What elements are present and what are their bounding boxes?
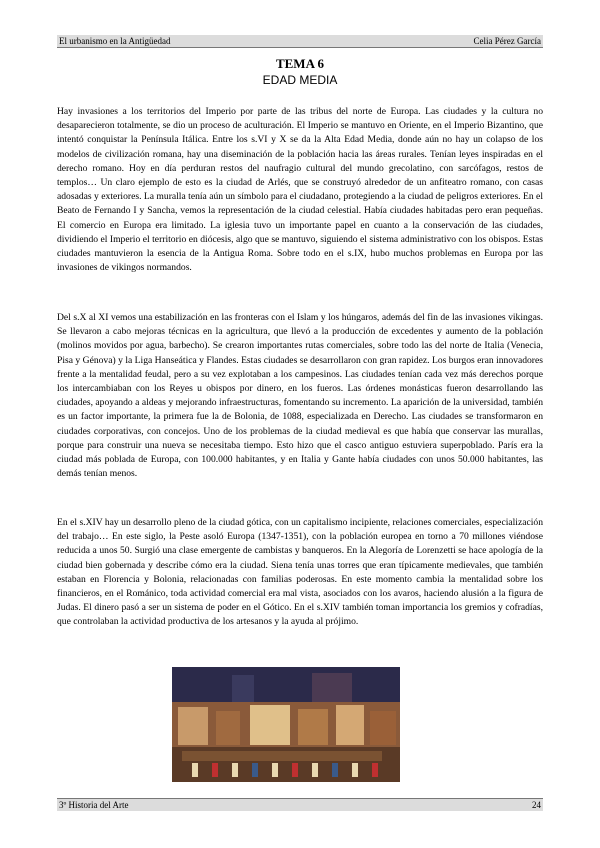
header-author: Celia Pérez García — [473, 36, 541, 46]
page-number: 24 — [532, 800, 541, 810]
page-header — [57, 35, 543, 48]
footer-course: 3º Historia del Arte — [59, 800, 129, 810]
paragraph-3: En el s.XIV hay un desarrollo pleno de la ciudad gótica, con un capitalismo incipiente, relaciones comerciales, especialización del trabajo… En este siglo, la Peste asoló Europa (1347-1351), con la población europea en torno a 70 millones viéndose reducida a unos 50. Surgió una clase emergente de cambistas y banqueros. En la Alegoría de Lorenzetti se hace apología de la ciudad bien gobernada y describe cómo era la ciudad. Siena tenía unas torres que eran típicamente medievales, que también estaban en Florencia y Bolonia, relacionadas con familias poderosas. En este momento cambia la mentalidad sobre los financieros, en el Románico, toda actividad comercial era mal vista, asociados con los avaros, haciendo alusión a la figura de Judas. El dinero pasó a ser un sistema de poder en el Gótico. En el s.XIV también toman importancia los gremios y cofradías, que controlaban la actividad productiva de los artesanos y la ayuda al prójimo. — [57, 517, 543, 628]
lorenzetti-fresco-image — [172, 667, 400, 782]
header-course-title: El urbanismo en la Antigüedad — [59, 36, 171, 46]
chapter-subtitle: EDAD MEDIA — [262, 73, 338, 87]
paragraph-2: Del s.X al XI vemos una estabilización en las fronteras con el Islam y los húngaros, además del fin de las invasiones vikingas. Se llevaron a cabo mejoras técnicas en la agricultura, que llevó a la producción de excedentes y aumento de la población (molinos movidos por agua, barbecho). Se crearon importantes rutas comerciales, sobre todo las del norte de Italia (Venecia, Pisa y Génova) y la Liga Hanseática y Flandes. Estas ciudades se desarrollaron con gran rapidez. Los burgos eran innovadores frente a la mentalidad feudal, pero a su vez explotaban a los campesinos. Las ciudades tenían cada vez más derechos porque los intercambiaban con los Reyes u obispos por dinero, en los fueros. Las órdenes monásticas fueron desarrollando las ciudades, apoyando a aldeas y mejorando infraestructuras, fomentando su incremento. La aparición de la universidad, también es un factor importante, la primera fue la de Bolonia, de 1088, especializada en Derecho. Las ciudades se transformaron en ciudades corporativas, con concejos. Uno de los problemas de la ciudad medieval es que había que conservar las murallas, porque para construir una nueva se necesitaba tiempo. Esto hizo que el casco antiguo estuviera superpoblado. París era la ciudad más poblada de Europa, con 100.000 habitantes, y en Italia y Gante había ciudades con unos 50.000 habitantes, las demás tenían menos. — [57, 312, 543, 480]
chapter-title: TEMA 6 — [275, 56, 325, 71]
paragraph-1: Hay invasiones a los territorios del Imperio por parte de las tribus del norte de Europa. Las ciudades y la cultura no desaparecieron totalmente, se dio un proceso de aculturación. El Imperio se mantuvo en Oriente, en el Imperio Bizantino, que intentó conquistar la Península Itálica. Entre los s.VI y X se da la Alta Edad Media, donde aún no hay un colapso de los modelos de civilización romana, hay una diseminación de la población hacia las áreas rurales. Tenían leyes inspiradas en el derecho romano. Hoy en día perduran restos del naufragio cultural del mundo grecolatino, con sarcófagos, restos de templos… Un claro ejemplo de esto es la ciudad de Arlés, que se construyó alrededor de un anfiteatro romano, con casas adosadas y exteriores. La muralla tenía aún un símbolo para el ciudadano, protegiendo a la ciudad de peligros exteriores. En el Beato de Fernando I y Sancha, vemos la representación de la ciudad celestial. Había ciudades habitadas pero eran pequeñas. El comercio en Europa era limitado. La iglesia tuvo un importante papel en cuanto a la conservación de las ciudades, dividiendo el Imperio el territorio en diócesis, algo que se mantuvo, siguiendo el sistema administrativo con los obispos. Estas ciudades mantuvieron la esencia de la Antigua Roma. Sobre todo en el s.IX, hubo muchos problemas en Europa por las invasiones de vikingos normandos. — [57, 106, 543, 274]
page-footer — [57, 798, 543, 811]
